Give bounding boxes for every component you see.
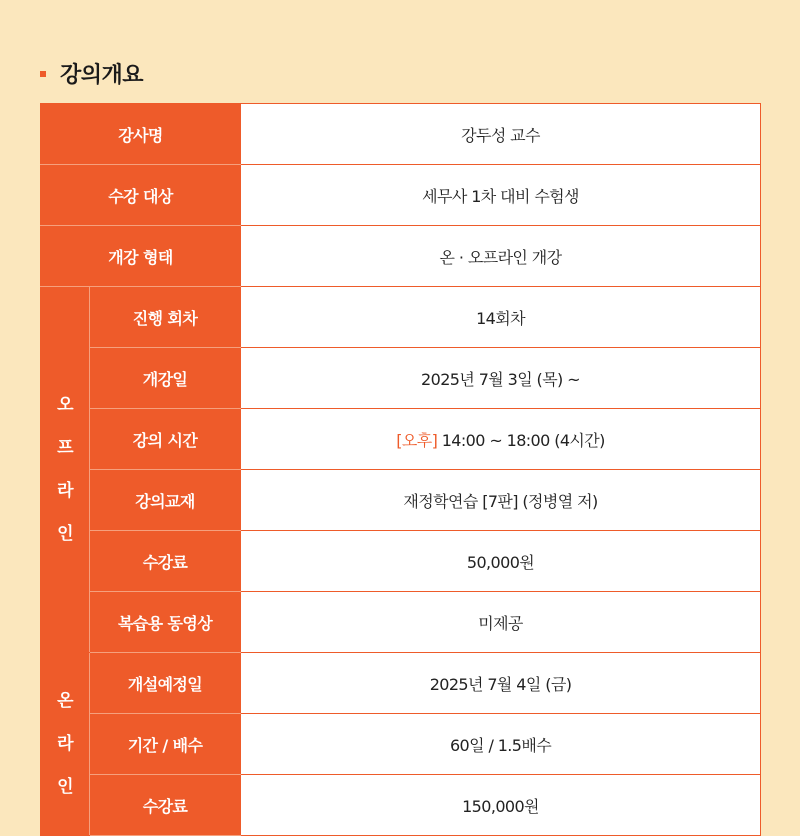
group-char: 인 xyxy=(57,776,73,797)
row-label-format: 개강 형태 xyxy=(41,226,241,287)
group-char: 인 xyxy=(57,523,73,544)
row-value-textbook: 재정학연습 [7판] (정병열 저) xyxy=(241,470,761,531)
table-row xyxy=(41,165,761,226)
online-group-label xyxy=(41,653,90,836)
table-row xyxy=(41,653,761,714)
row-value-sessions: 14회차 xyxy=(241,287,761,348)
section-title: 강의개요 xyxy=(60,63,144,88)
row-label-class-time: 강의 시간 xyxy=(90,409,241,470)
row-label-open-date: 개설예정일 xyxy=(90,653,241,714)
row-value-instructor: 강두성 교수 xyxy=(241,104,761,165)
row-value-format: 온 · 오프라인 개강 xyxy=(241,226,761,287)
course-overview-table xyxy=(40,103,761,836)
table-row xyxy=(41,226,761,287)
time-range: 14:00 ~ 18:00 (4시간) xyxy=(437,430,605,450)
time-period-tag: [오후] xyxy=(396,430,438,450)
row-label-target: 수강 대상 xyxy=(41,165,241,226)
group-char: 프 xyxy=(57,437,73,458)
row-label-online-fee: 수강료 xyxy=(90,775,241,836)
bullet-square-icon xyxy=(40,71,46,77)
row-label-review-video: 복습용 동영상 xyxy=(90,592,241,653)
table-row xyxy=(41,409,761,470)
row-value-period: 60일 / 1.5배수 xyxy=(241,714,761,775)
row-label-instructor: 강사명 xyxy=(41,104,241,165)
offline-group-label xyxy=(41,287,90,653)
row-label-fee: 수강료 xyxy=(90,531,241,592)
group-char: 온 xyxy=(57,690,73,711)
table-row xyxy=(41,592,761,653)
table-row xyxy=(41,714,761,775)
section-header xyxy=(40,58,143,89)
row-value-open-date: 2025년 7월 4일 (금) xyxy=(241,653,761,714)
table-row xyxy=(41,470,761,531)
table-row xyxy=(41,775,761,836)
row-label-textbook: 강의교재 xyxy=(90,470,241,531)
row-value-target: 세무사 1차 대비 수험생 xyxy=(241,165,761,226)
row-label-start-date: 개강일 xyxy=(90,348,241,409)
group-char: 라 xyxy=(57,480,73,501)
row-value-class-time xyxy=(241,409,761,470)
table-row xyxy=(41,104,761,165)
table-row xyxy=(41,531,761,592)
row-label-sessions: 진행 회차 xyxy=(90,287,241,348)
table-row xyxy=(41,348,761,409)
table-row xyxy=(41,287,761,348)
row-value-fee: 50,000원 xyxy=(241,531,761,592)
row-value-start-date: 2025년 7월 3일 (목) ~ xyxy=(241,348,761,409)
row-value-review-video: 미제공 xyxy=(241,592,761,653)
group-char: 라 xyxy=(57,733,73,754)
row-value-online-fee: 150,000원 xyxy=(241,775,761,836)
row-label-period: 기간 / 배수 xyxy=(90,714,241,775)
group-char: 오 xyxy=(57,394,73,415)
